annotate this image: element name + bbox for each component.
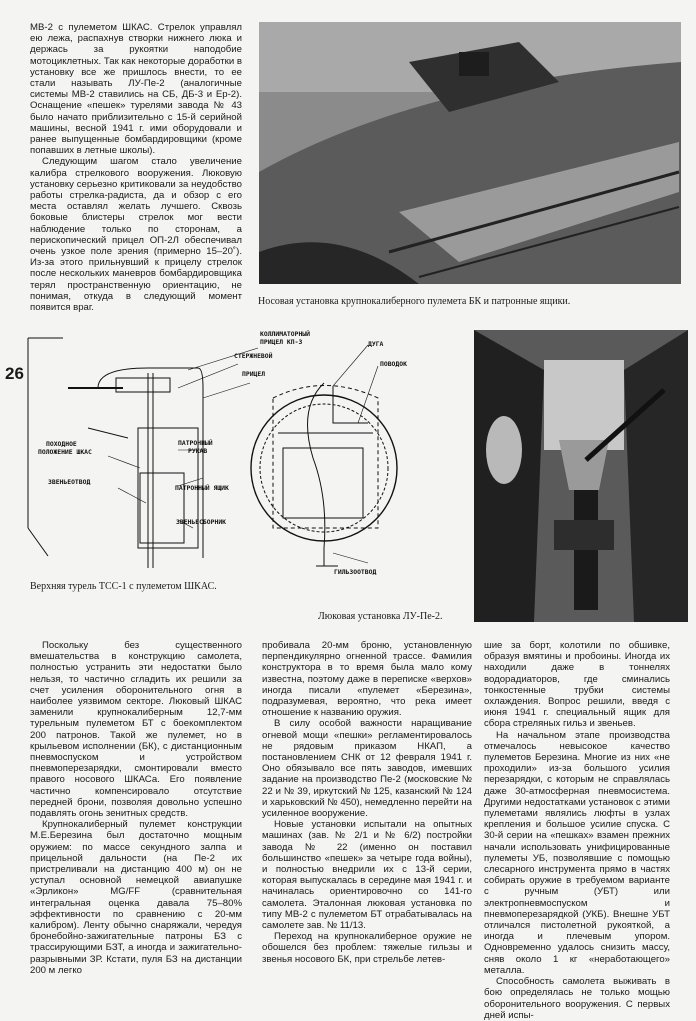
paragraph: Способность самолета выживать в бою определялась не только мощью оборонительного вооружения. С первых дней испы- xyxy=(484,976,670,1021)
intro-text-column xyxy=(30,22,242,313)
label-rod-sight-1: СТЕРЖНЕВОЙ xyxy=(234,352,273,360)
caption-turret: Верхняя турель ТСС-1 с пулеметом ШКАС. xyxy=(30,581,217,592)
paragraph: На начальном этапе производства отмечалось невысокое качество пулеметов Березина. Многие из них «не проходили» из-за большого усилия перезарядки, с которым не справлялась даже 30-атмосферная пневмосистема. Другими недостатками установок с этими пулеметами являлись люфты в узлах крепления и большое усилие спуска. С 30-й серии на «пешках» взамен прежних начали использовать унифицированные пулеметы УБ, позволявшие с помощью слесарного инструмента прямо в частях собирать оружие в требуемом варианте с ручным (УБТ) или электропневмоспуском и пневмоперезарядкой (УКБ). Внешне УБТ отличался пистолетной рукояткой, а иногда и плечевым упором. Одновременно удалось снизить массу, сняв около 1 кг «неработающего» металла. xyxy=(484,729,670,976)
body-text-column-1 xyxy=(30,640,242,976)
body-text-column-3 xyxy=(484,640,670,1021)
label-stowed-1: ПОХОДНОЕ xyxy=(46,440,77,448)
paragraph: Следующим шагом стало увеличение калибра стрелкового вооружения. Люковую установку серьезно критиковали за неудобство работы стрелка-радиста, да и обзор с его места оставлял желать лучшего. Сквозь боковые блистеры стрелок мог вести наблюдение только по сторонам, а перископический прицел ОП-2Л обеспечивал очень узкое поле зрения (примерно 15–20˚). Из-за этого прильнувший к прицелу стрелок после нескольких маневров бомбардировщика терял пространственную ориентацию, не понимая, откуда в следующий момент появится враг. xyxy=(30,156,242,314)
body-text-column-2 xyxy=(262,640,472,965)
label-cartridge-2: РУКАВ xyxy=(188,447,208,455)
paragraph: Переход на крупнокалиберное оружие не обошелся без проблем: тяжелые гильзы и звенья носового БК, при стрельбе летев- xyxy=(262,931,472,965)
paragraph: шие за борт, колотили по обшивке, образуя вмятины и пробоины. Иногда их находили даже в тоннелях водорадиаторов, где сминались тонкостенные трубки системы охлаждения. Вопрос решили, введя с июня 1941 г. специальный ящик для сбора стреляных гильз и звеньев. xyxy=(484,640,670,730)
label-arc: ДУГА xyxy=(368,340,384,348)
nose-gun-photo xyxy=(259,22,681,284)
label-lead: ПОВОДОК xyxy=(380,360,407,368)
label-rod-sight-2: ПРИЦЕЛ xyxy=(242,370,266,378)
paragraph: В силу особой важности наращивание огневой мощи «пешки» регламентировалось не рядовым приказом НКАП, а постановлением СНК от 12 февраля 1941 г. Оно обязывало все пять заводов, имевших задание на производство Пе-2 (московские № 22 и № 39, иркутский № 125, казанский № 124 и харьковский № 450), немедленно перейти на усиленное вооружение. xyxy=(262,718,472,820)
label-cartridge-1: ПАТРОННЫЙ xyxy=(178,439,213,447)
paragraph: Крупнокалиберный пулемет конструкции М.Е.Березина был достаточно мощным оружием: по массе секундного залпа и прицельной дальности (на Пе-2 их пристреливали на дистанцию 400 м) он не уступал основной немецкой авиапушке «Эрликон» MG/FF (сравнительная интегральная оценка давала 75–80% эффективности по сравнению с 20-мм калибром). Ленту обычно снаряжали, чередуя бронебойно-зажигательные патроны БЗ с трассирующими БЗТ, а иногда и зажигательно-разрывными ЗР. Кстати, пуля БЗ на дистанции 200 м легко xyxy=(30,819,242,976)
paragraph: Поскольку без существенного вмешательства в конструкцию самолета, полностью устранить эти недостатки было нельзя, то частично сгладить их решили за счет усиления оборонительного огня в наиболее уязвимом секторе. Люковый ШКАС заменили крупнокалиберным 12,7-мм турельным пулеметом БТ с боекомплектом 200 патронов. Такой же пулемет, но в крыльевом исполнении (БК), с дистанционным пневмоспуском и устройством пневмоперезарядки, смонтировали вместо правого носового ШКАСа. Его появление частично компенсировало отсутствие передней брони, позволяя довольно успешно подавлять огонь зенитных средств. xyxy=(30,640,242,820)
caption-hatch: Люковая установка ЛУ-Пе-2. xyxy=(318,611,443,622)
paragraph: пробивала 20-мм броню, установленную перпендикулярно огненной трассе. Фамилия конструктора в то время была мало кому известна, поэтому даже в переписке «верхов» иногда писали «пулемет «Березина», подразумевая, вероятно, что река имеет отношение к названию оружия. xyxy=(262,640,472,719)
label-ammo-box: ПАТРОННЫЙ ЯЩИК xyxy=(175,484,229,492)
turret-diagram xyxy=(28,328,468,578)
paragraph: Новые установки испытали на опытных машинах (зав. № 2/1 и № 6/2) постройки завода № 22 (именно он поставил большинство «пешек» за четыре года войны), и полностью внедрили их с 13-й серии, которая выпускалась в середине мая 1941 г. и начиналась ориентировочно со 141-го самолета. Эталонная люковая установка по типу МВ-2 с пулеметом БТ отрабатывалась на самолете зав. № 11/13. xyxy=(262,819,472,932)
paragraph: МВ-2 с пулеметом ШКАС. Стрелок управлял ею лежа, распахнув створки нижнего люка и держась за рукоятки наподобие мотоциклетных. Так как некоторые доработки в установку все же пришлось внести, то ее стали называть ЛУ-Пе-2 (аналогичные системы МВ-2 ставились на СБ, ДБ-3 и Ер-2). Оснащение «пешек» турелями завода № 43 было начато приблизительно с 15-й серийной машины, весной 1941 г. ими оборудовали и ранее выпущенные бомбардировщики (кроме попавших в летные школы). xyxy=(30,22,242,157)
label-stowed-2: ПОЛОЖЕНИЕ ШКАС xyxy=(38,448,92,456)
label-link-collector: ЗВЕНЬЕСБОРНИК xyxy=(176,518,227,526)
hatch-gun-photo xyxy=(474,330,688,622)
page-number: 26 xyxy=(5,364,24,383)
label-collimator-2: ПРИЦЕЛ КП-3 xyxy=(260,338,303,346)
label-casing-chute: ГИЛЬЗООТВОД xyxy=(334,568,377,576)
label-collimator-1: КОЛЛИМАТОРНЫЙ xyxy=(260,330,311,338)
caption-nose: Носовая установка крупнокалиберного пулемета БК и патронные ящики. xyxy=(258,296,571,307)
label-link-chute: ЗВЕНЬЕОТВОД xyxy=(48,478,91,486)
